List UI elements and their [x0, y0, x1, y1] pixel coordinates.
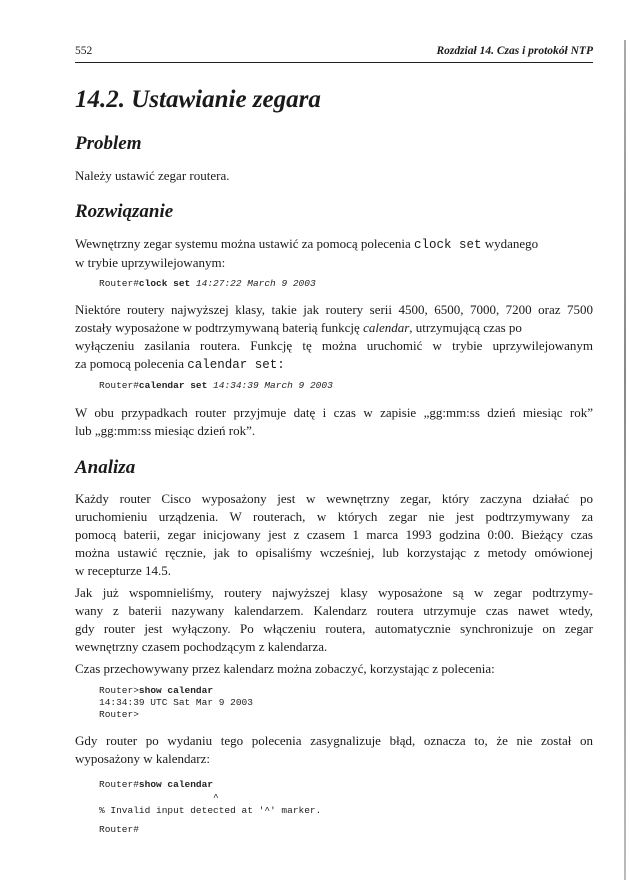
text-run: za pomocą polecenia — [75, 356, 188, 371]
solution-p2-line-4 — [75, 355, 593, 374]
analysis-p4-line-1: Gdy router po wydaniu tego polecenia zasygnalizuje błąd, oznacza to, że nie został on — [75, 733, 593, 748]
analysis-paragraph-1 — [75, 490, 593, 580]
page-edge-shadow — [624, 40, 626, 880]
solution-paragraph-1 — [75, 235, 593, 272]
code-prompt: Router> — [99, 709, 139, 720]
inline-code: clock set — [413, 238, 482, 252]
code-block-calendar-set — [99, 380, 333, 392]
code-caret: ^ — [213, 792, 219, 803]
analysis-p1-line-5: w recepturze 14.5. — [75, 563, 172, 578]
code-command: calendar set — [138, 380, 208, 391]
solution-paragraph-3 — [75, 404, 593, 440]
solution-paragraph-2 — [75, 301, 593, 374]
analysis-p2-line-4: wewnętrzny czasem pochodzącym z kalendarza. — [75, 639, 328, 654]
solution-p1-line-1 — [75, 235, 593, 254]
heading-analysis: Analiza — [75, 457, 136, 478]
code-prompt: Router# — [99, 779, 139, 790]
analysis-p3-line: Czas przechowywany przez kalendarz można zobaczyć, korzystając z polecenia: — [75, 661, 495, 676]
code-prompt: Router# — [99, 278, 139, 289]
text-run: Wewnętrzny zegar systemu można ustawić za pomocą polecenia — [75, 236, 414, 251]
problem-line: Należy ustawić zegar routera. — [75, 168, 230, 183]
analysis-paragraph-3 — [75, 660, 593, 678]
heading-problem: Problem — [75, 133, 142, 154]
code-args: 14:27:22 March 9 2003 — [190, 278, 316, 289]
solution-p2-line-1: Niektóre routery najwyższej klasy, takie jak routery serii 4500, 6500, 7000, 7200 oraz 7500 — [75, 302, 593, 317]
solution-p2-line-2 — [75, 319, 593, 337]
solution-p3-line-1: W obu przypadkach router przyjmuje datę i czas w zapisie „gg:mm:ss dzień miesiąc rok” — [75, 405, 593, 420]
analysis-p2-line-3: gdy router jest wyłączony. Po włączeniu routera, automatycznie synchronizuje on zegar — [75, 621, 593, 636]
section-title: 14.2. Ustawianie zegara — [75, 86, 321, 113]
solution-p3-line-2: lub „gg:mm:ss miesiąc dzień rok”. — [75, 423, 256, 438]
running-header — [75, 44, 593, 63]
analysis-p1-line-3: pomocą baterii, zegar inicjowany jest z czasem 1 marca 1993 godzina 0:00. Bieżący czas — [75, 527, 593, 542]
analysis-paragraph-4 — [75, 732, 593, 768]
code-output: 14:34:39 UTC Sat Mar 9 2003 — [99, 697, 253, 708]
code-args: 14:34:39 March 9 2003 — [207, 380, 333, 391]
text-run: zostały wyposażone w podtrzymywaną baterią funkcję — [75, 320, 364, 335]
code-command: show calendar — [138, 779, 214, 790]
analysis-p1-line-2: uruchomieniu urządzenia. W routerach, w których zegar nie jest podtrzymywany za — [75, 509, 593, 524]
page-number: 552 — [75, 45, 93, 57]
solution-p2-line-3: wyłączeniu zasilania routera. Funkcję tę można uruchomić w trybie uprzywilejowanym — [75, 338, 593, 353]
code-command: clock set — [138, 278, 191, 289]
heading-solution: Rozwiązanie — [75, 201, 174, 222]
code-block-clock-set — [99, 278, 316, 290]
analysis-p1-line-1: Każdy router Cisco wyposażony jest w wewnętrzny zegar, który zaczyna działać po — [75, 491, 593, 506]
analysis-p4-line-2: wyposażony w kalendarz: — [75, 751, 211, 766]
analysis-paragraph-2 — [75, 584, 593, 656]
code-command: show calendar — [138, 685, 214, 696]
code-block-show-calendar — [99, 685, 253, 721]
code-prompt: Router# — [99, 380, 139, 391]
text-run: wydanego — [481, 236, 539, 251]
analysis-p2-line-1: Jak już wspomnieliśmy, routery najwyższej klasy wyposażone są w zegar podtrzymy- — [75, 585, 593, 600]
code-prompt: Router> — [99, 685, 139, 696]
analysis-p1-line-4: można ustawić ręcznie, jak to opisaliśmy wcześniej, lub korzystając z metody omówionej — [75, 545, 593, 560]
solution-p1-line-2: w trybie uprzywilejowanym: — [75, 255, 226, 270]
code-error-message: % Invalid input detected at '^' marker. — [99, 805, 322, 816]
italic-term: calendar — [363, 320, 410, 335]
running-title: Rozdział 14. Czas i protokół NTP — [436, 45, 593, 57]
text-run: , utrzymującą czas po — [409, 320, 522, 335]
code-block-error — [99, 778, 321, 836]
code-prompt: Router# — [99, 824, 139, 835]
problem-text — [75, 167, 593, 185]
inline-code: calendar set: — [187, 358, 285, 372]
analysis-p2-line-2: wany z baterii nazywany kalendarzem. Kalendarz routera utrzymuje czas nawet wtedy, — [75, 603, 593, 618]
